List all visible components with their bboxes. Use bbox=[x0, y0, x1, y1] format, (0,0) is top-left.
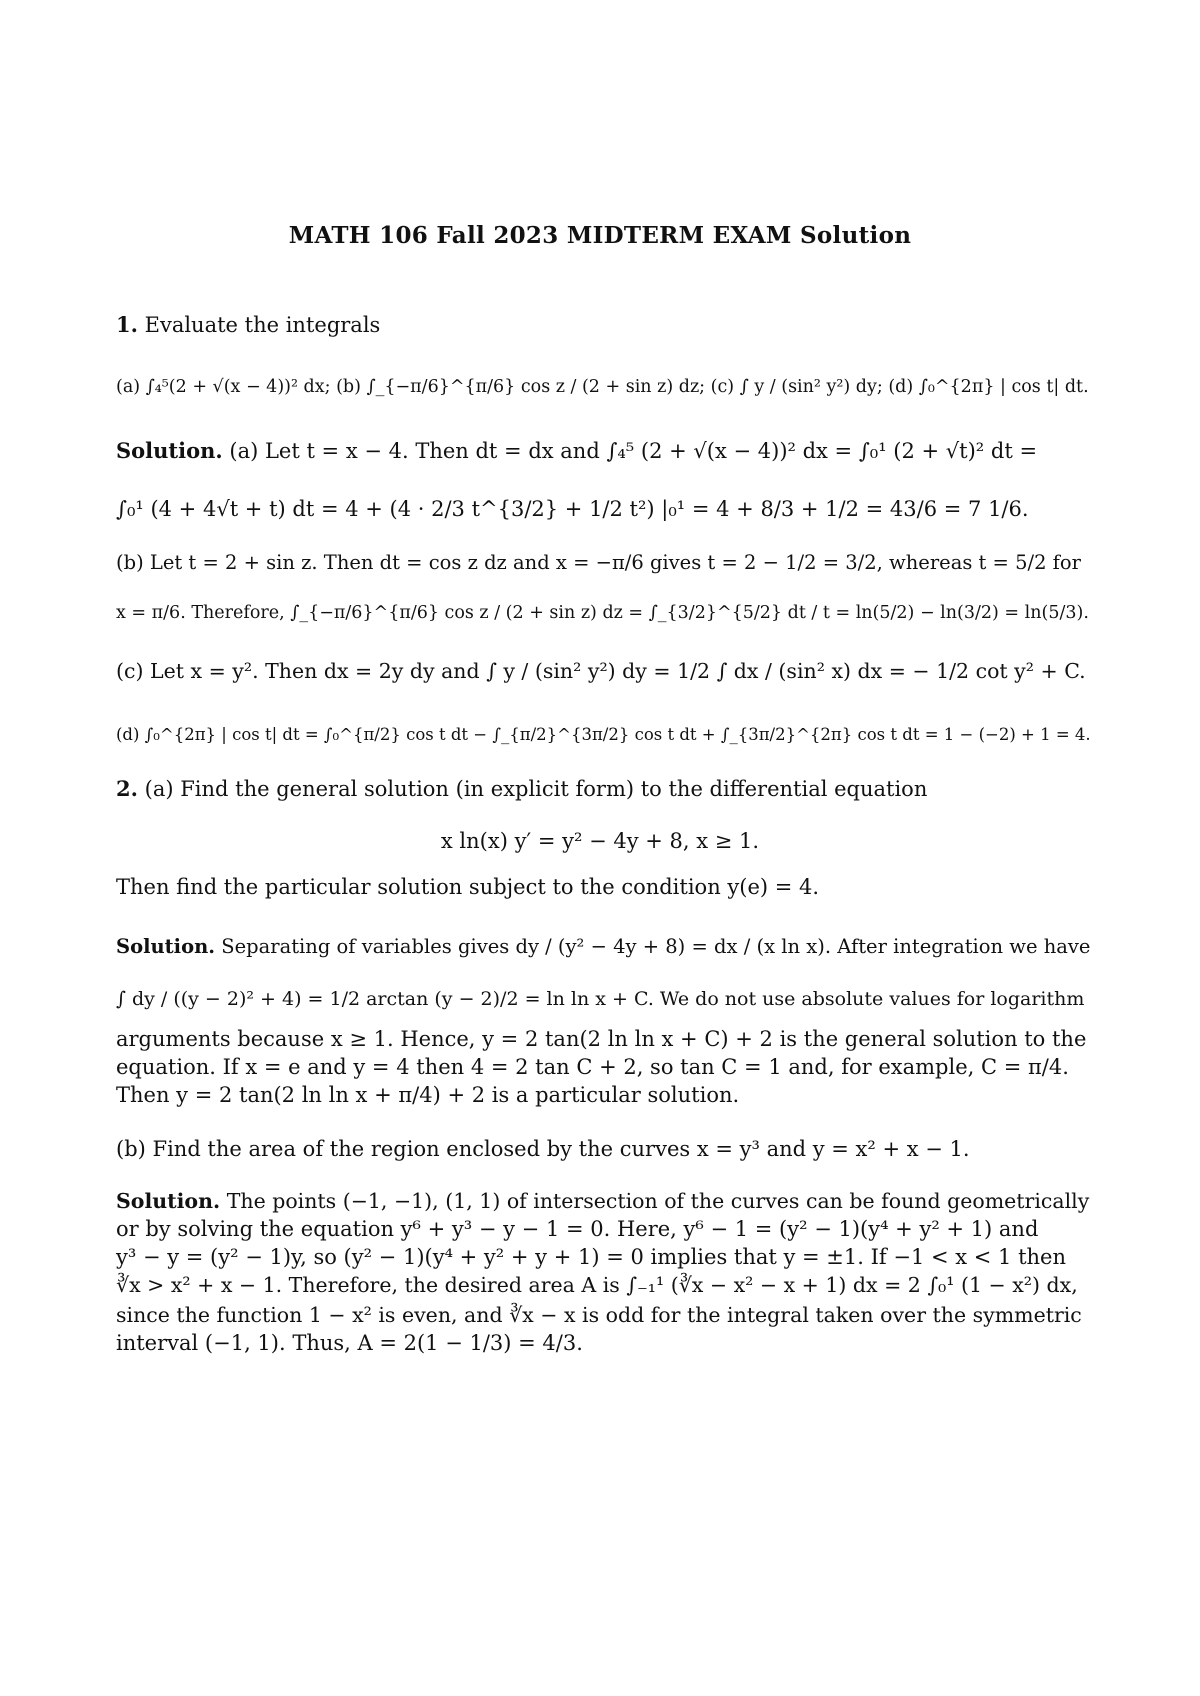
problem-2-part-b: (b) Find the area of the region enclosed by the curves x = y³ and y = x² + x − 1. bbox=[116, 1137, 970, 1161]
differential-equation: x ln(x) y′ = y² − 4y + 8, x ≥ 1. bbox=[440, 829, 760, 853]
problem-1-solution-b-line-2: x = π/6. Therefore, ∫_{−π/6}^{π/6} cos z / (2 + sin z) dz = ∫_{3/2}^{5/2} dt / t = ln(5/2) − ln(3/2) = ln(5/3). bbox=[116, 603, 1089, 623]
initial-condition: Then find the particular solution subject to the condition y(e) = 4. bbox=[116, 875, 820, 899]
problem-2-part-a-text: (a) Find the general solution (in explicit form) to the differential equation bbox=[144, 777, 928, 801]
problem-2-solution-b-line-4: ∛x > x² + x − 1. Therefore, the desired area A is ∫₋₁¹ (∛x − x² − x + 1) dx = 2 ∫₀¹ (1 − x²) dx, bbox=[116, 1273, 1078, 1297]
problem-1-number: 1. bbox=[116, 312, 138, 337]
problem-1-solution-b-line-1: (b) Let t = 2 + sin z. Then dt = cos z dz and x = −π/6 gives t = 2 − 1/2 = 3/2, whereas t = 5/2 for bbox=[116, 551, 1081, 574]
problem-2-solution-a-line-1 bbox=[116, 932, 1096, 962]
problem-2-solution-a-line-3: arguments because x ≥ 1. Hence, y = 2 tan(2 ln ln x + C) + 2 is the general solution to the bbox=[116, 1027, 1087, 1051]
problem-1-statement: (a) ∫₄⁵(2 + √(x − 4))² dx; (b) ∫_{−π/6}^{π/6} cos z / (2 + sin z) dz; (c) ∫ y / (sin² y²) dy; (d) ∫₀^{2π} | cos t| dt. bbox=[116, 377, 1089, 397]
problem-2-solution-b-line-2: or by solving the equation y⁶ + y³ − y − 1 = 0. Here, y⁶ − 1 = (y² − 1)(y⁴ + y² + 1) and bbox=[116, 1217, 1039, 1241]
problem-1-solution-a-line-1 bbox=[116, 436, 1096, 466]
solution-text: The points (−1, −1), (1, 1) of intersection of the curves can be found geometrically bbox=[226, 1189, 1090, 1213]
solution-label: Solution. bbox=[116, 935, 216, 958]
solution-text: (a) Let t = x − 4. Then dt = dx and ∫₄⁵ (2 + √(x − 4))² dx = ∫₀¹ (2 + √t)² dt = bbox=[229, 439, 1038, 463]
problem-1-solution-c: (c) Let x = y². Then dx = 2y dy and ∫ y / (sin² y²) dy = 1/2 ∫ dx / (sin² x) dx = − 1/2 cot y² + C. bbox=[116, 659, 1086, 683]
problem-1-heading bbox=[116, 310, 1096, 340]
solution-text: Separating of variables gives dy / (y² − 4y + 8) = dx / (x ln x). After integration we have bbox=[221, 935, 1091, 958]
solution-label: Solution. bbox=[116, 438, 223, 463]
problem-2-solution-b-line-6: interval (−1, 1). Thus, A = 2(1 − 1/3) = 4/3. bbox=[116, 1331, 583, 1355]
problem-1-solution-d: (d) ∫₀^{2π} | cos t| dt = ∫₀^{π/2} cos t dt − ∫_{π/2}^{3π/2} cos t dt + ∫_{3π/2}^{2π} cos t dt = 1 − (−2) + 1 = 4. bbox=[116, 725, 1091, 744]
problem-2-part-a bbox=[116, 774, 1096, 804]
problem-2-solution-a-line-4: equation. If x = e and y = 4 then 4 = 2 tan C + 2, so tan C = 1 and, for example, C = π/4. bbox=[116, 1055, 1069, 1079]
problem-2-number: 2. bbox=[116, 776, 138, 801]
problem-2-solution-a-line-5: Then y = 2 tan(2 ln ln x + π/4) + 2 is a particular solution. bbox=[116, 1083, 740, 1107]
problem-2-solution-b-line-3: y³ − y = (y² − 1)y, so (y² − 1)(y⁴ + y² + y + 1) = 0 implies that y = ±1. If −1 < x < 1 then bbox=[116, 1245, 1066, 1269]
problem-1-text: Evaluate the integrals bbox=[144, 313, 381, 337]
problem-1-solution-a-line-2: ∫₀¹ (4 + 4√t + t) dt = 4 + (4 · 2/3 t^{3/2} + 1/2 t²) |₀¹ = 4 + 8/3 + 1/2 = 43/6 = 7 1/6. bbox=[116, 497, 1029, 521]
solution-label: Solution. bbox=[116, 1189, 221, 1213]
problem-2-solution-b-line-1 bbox=[116, 1186, 1096, 1216]
problem-2-solution-a-line-2: ∫ dy / ((y − 2)² + 4) = 1/2 arctan (y − 2)/2 = ln ln x + C. We do not use absolute values for logarithm bbox=[116, 988, 1085, 1010]
problem-2-solution-b-line-5: since the function 1 − x² is even, and ∛x − x is odd for the integral taken over the symmetric bbox=[116, 1303, 1082, 1327]
page-title: MATH 106 Fall 2023 MIDTERM EXAM Solution bbox=[288, 222, 912, 249]
